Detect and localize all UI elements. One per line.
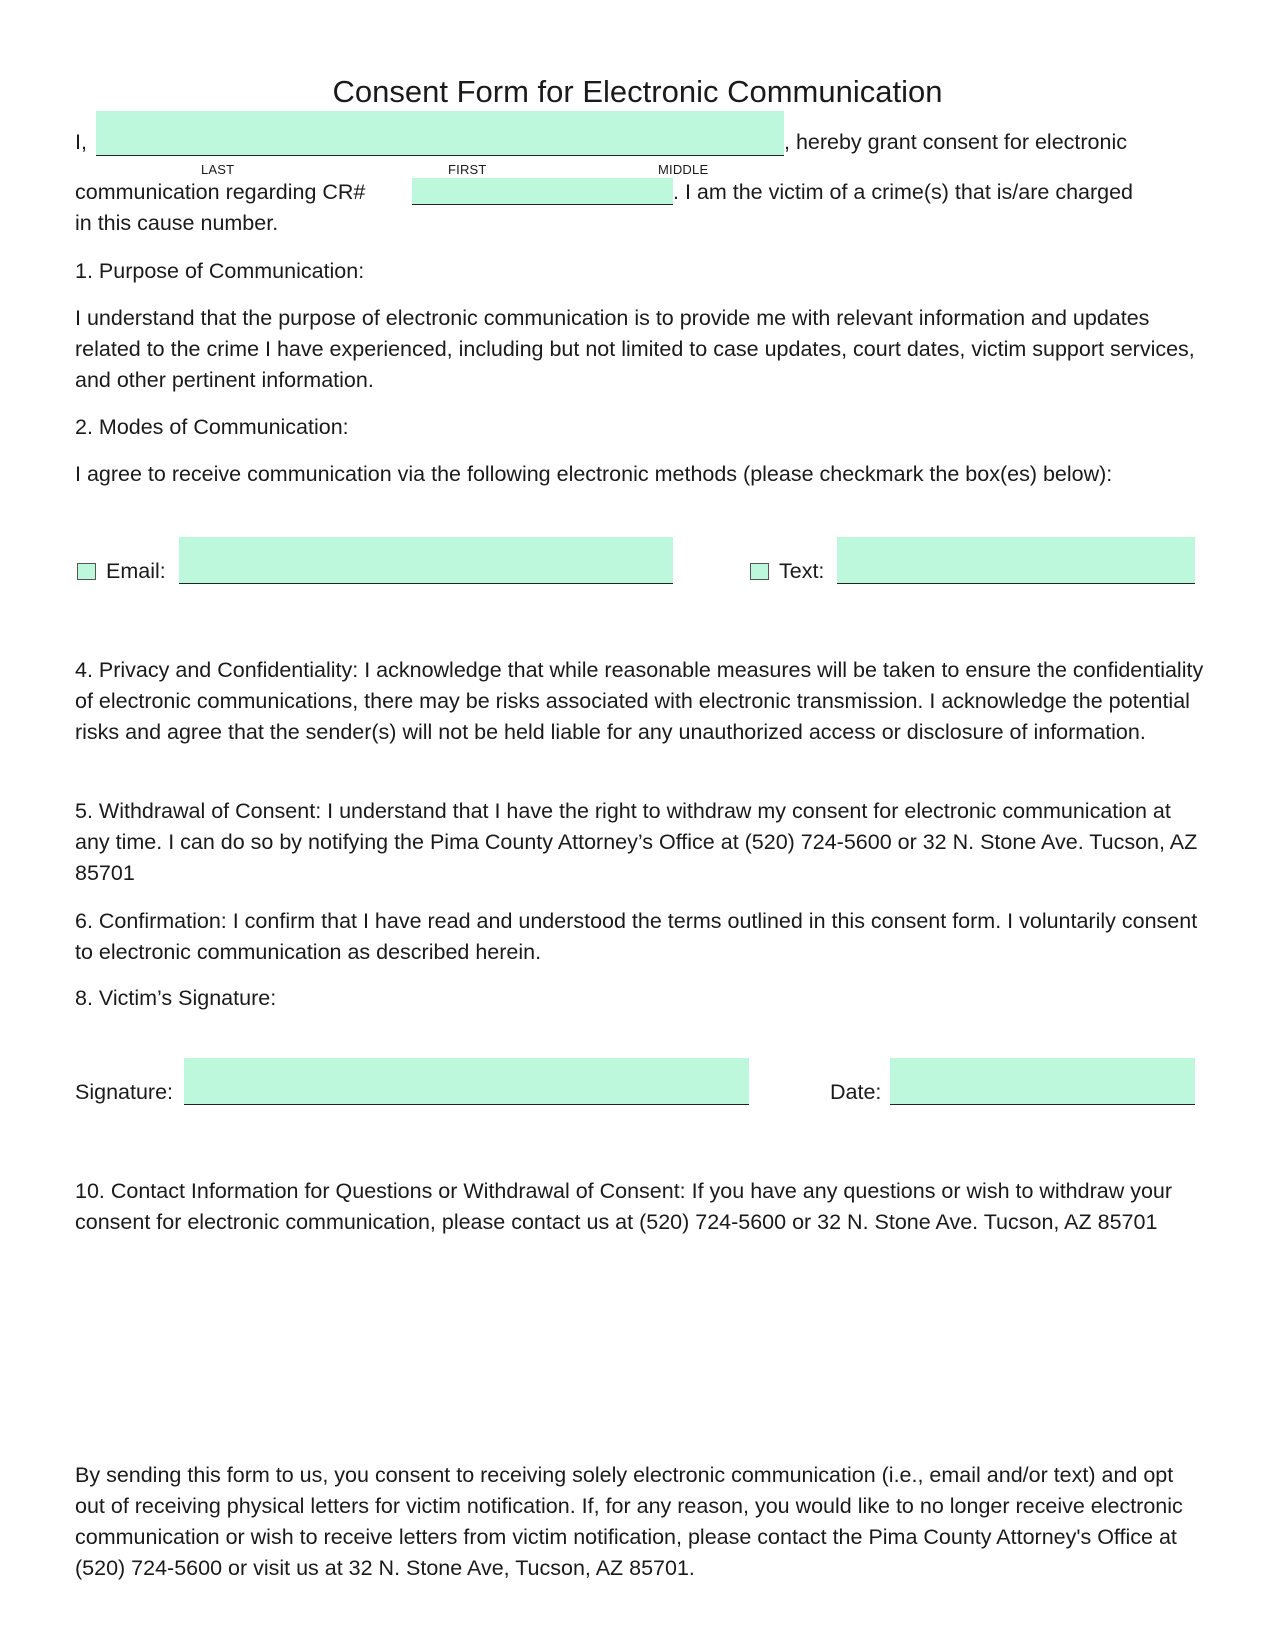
modes-body: I agree to receive communication via the following electronic methods (please checkmark the box(es) below): [75,462,1113,486]
privacy-body: I acknowledge that while reasonable measures will be taken to ensure the confidentiality of electronic communications, there may be risks associated with electronic transmission. I acknowledge the potential risks and agree that the sender(s) will not be held liable for any unauthorized access or disclosure of information. [75,658,1204,744]
modes-heading: 2. Modes of Communication: [75,415,349,439]
text-checkbox[interactable] [750,563,769,580]
text-label: Text: [779,559,825,583]
name-label-last: LAST [201,162,235,177]
withdrawal-body: I understand that I have the right to withdraw my consent for electronic communication at any time. I can do so by notifying the Pima County Attorney’s Office at (520) 724-5600 or 32 N. Stone Ave. Tucson, AZ 85701 [75,799,1198,885]
intro-cause-text: in this cause number. [75,211,279,235]
privacy-paragraph [75,655,1205,748]
contact-heading: 10. Contact Information for Questions or Withdrawal of Consent: [75,1179,686,1203]
date-input[interactable] [890,1058,1195,1105]
signature-heading: 8. Victim’s Signature: [75,986,277,1010]
purpose-heading: 1. Purpose of Communication: [75,259,365,283]
confirmation-body: I confirm that I have read and understood the terms outlined in this consent form. I voluntarily consent to electronic communication as described herein. [75,909,1198,964]
email-checkbox[interactable] [77,563,96,580]
intro-grant-text: , hereby grant consent for electronic [784,130,1127,154]
intro-i-prefix: I, [75,130,87,154]
cr-number-input[interactable] [412,178,673,205]
name-label-middle: MIDDLE [658,162,709,177]
withdrawal-paragraph [75,796,1205,889]
date-label: Date: [830,1080,882,1104]
name-label-first: FIRST [448,162,487,177]
signature-label: Signature: [75,1080,174,1104]
signature-input[interactable] [184,1058,749,1105]
form-title: Consent Form for Electronic Communication [332,74,943,109]
purpose-body: I understand that the purpose of electronic communication is to provide me with relevant information and updates related to the crime I have experienced, including but not limited to case updates, court dates, victim support services, and other pertinent information. [75,306,1195,392]
confirmation-heading: 6. Confirmation: [75,909,227,933]
confirmation-paragraph [75,906,1205,968]
text-phone-input[interactable] [837,537,1195,584]
intro-regarding-text: communication regarding CR# [75,180,366,204]
contact-body: If you have any questions or wish to withdraw your consent for electronic communication, please contact us at (520) 724-5600 or 32 N. Stone Ave. Tucson, AZ 85701 [75,1179,1173,1234]
footer-notice: By sending this form to us, you consent to receiving solely electronic communication (i.e., email and/or text) and opt out of receiving physical letters for victim notification. If, for any reason, you would like to no longer receive electronic communication or wish to receive letters from victim notification, please contact the Pima County Attorney's Office at (520) 724-5600 or visit us at 32 N. Stone Ave, Tucson, AZ 85701. [75,1463,1183,1580]
email-label: Email: [106,559,166,583]
full-name-input[interactable] [96,111,784,156]
intro-victim-text: . I am the victim of a crime(s) that is/are charged [673,180,1134,204]
withdrawal-heading: 5. Withdrawal of Consent: [75,799,322,823]
email-input[interactable] [179,537,673,584]
contact-paragraph [75,1176,1205,1238]
privacy-heading: 4. Privacy and Confidentiality: [75,658,359,682]
